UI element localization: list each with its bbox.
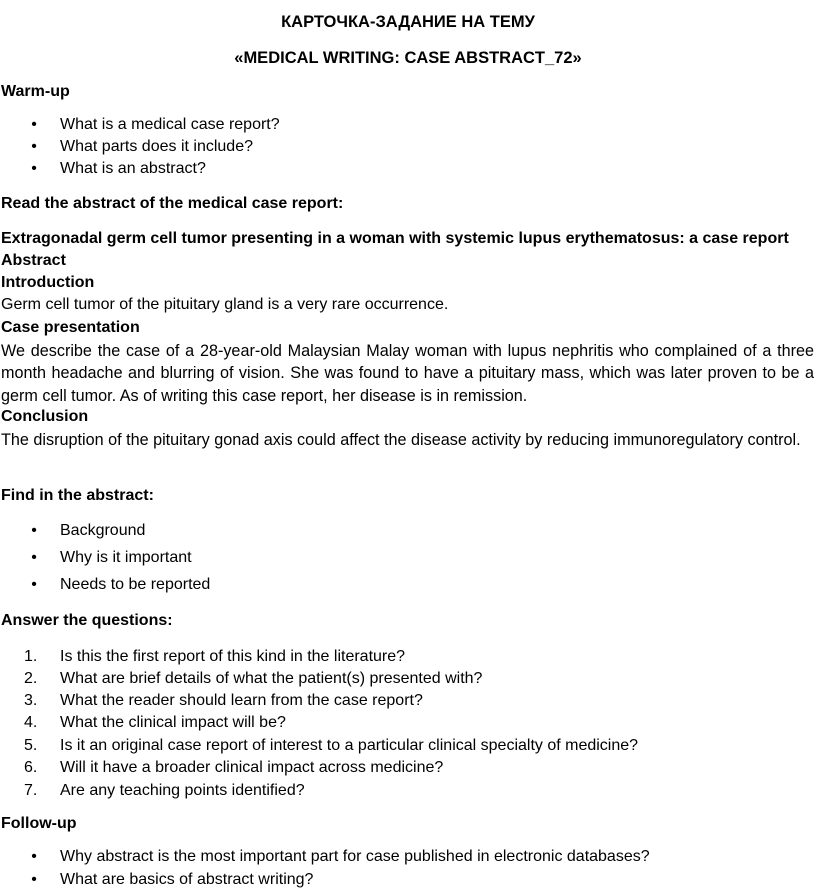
question-item: Will it have a broader clinical impact across medicine? <box>60 759 444 776</box>
bullet-marker: • <box>31 848 37 865</box>
find-heading: Find in the abstract: <box>1 487 154 504</box>
question-number: 7. <box>24 782 38 799</box>
conclusion-label: Conclusion <box>1 408 89 425</box>
questions-heading: Answer the questions: <box>1 612 173 629</box>
bullet-marker: • <box>31 522 37 539</box>
bullet-marker: • <box>31 116 37 133</box>
warmup-heading: Warm-up <box>1 83 70 100</box>
page-title-line-2: «MEDICAL WRITING: CASE ABSTRACT_72» <box>234 49 582 67</box>
question-item: Is this the first report of this kind in the literature? <box>60 648 406 665</box>
case-presentation-text: We describe the case of a 28-year-old Malaysian Malay woman with lupus nephritis who complained of a three month headache and blurring of vision. She was found to have a pituitary mass, which was later proven to be a germ cell tumor. As of writing this case report, her disease is in remission. <box>1 342 814 405</box>
question-item: What the clinical impact will be? <box>60 714 286 731</box>
bullet-marker: • <box>31 871 37 888</box>
find-item: Needs to be reported <box>60 576 211 593</box>
followup-heading: Follow-up <box>1 815 77 832</box>
bullet-marker: • <box>31 576 37 593</box>
bullet-marker: • <box>31 549 37 566</box>
warmup-item: What is a medical case report? <box>60 116 280 133</box>
introduction-label: Introduction <box>1 274 95 291</box>
introduction-text: Germ cell tumor of the pituitary gland is a very rare occurrence. <box>1 296 449 313</box>
question-item: Is it an original case report of interest to a particular clinical specialty of medicine? <box>60 737 639 754</box>
followup-item: What are basics of abstract writing? <box>60 871 314 888</box>
question-number: 4. <box>24 714 38 731</box>
page-title-line-1: КАРТОЧКА-ЗАДАНИЕ НА ТЕМУ <box>281 13 535 31</box>
abstract-label: Abstract <box>1 252 66 269</box>
followup-item: Why abstract is the most important part for case published in electronic databases? <box>60 848 650 865</box>
warmup-item: What parts does it include? <box>60 138 253 155</box>
bullet-marker: • <box>31 138 37 155</box>
bullet-marker: • <box>31 160 37 177</box>
question-item: What the reader should learn from the case report? <box>60 692 423 709</box>
case-presentation-label: Case presentation <box>1 319 140 336</box>
question-number: 2. <box>24 670 38 687</box>
question-item: Are any teaching points identified? <box>60 782 305 799</box>
article-title: Extragonadal germ cell tumor presenting in a woman with systemic lupus erythematosus: a case report <box>1 230 789 247</box>
question-number: 3. <box>24 692 38 709</box>
find-item: Why is it important <box>60 549 192 566</box>
question-number: 6. <box>24 759 38 776</box>
warmup-item: What is an abstract? <box>60 160 206 177</box>
question-number: 5. <box>24 737 38 754</box>
read-instruction: Read the abstract of the medical case report: <box>1 195 344 212</box>
question-number: 1. <box>24 648 38 665</box>
conclusion-text: The disruption of the pituitary gonad axis could affect the disease activity by reducing immunoregulatory control. <box>1 431 801 449</box>
find-item: Background <box>60 522 146 539</box>
question-item: What are brief details of what the patient(s) presented with? <box>60 670 483 687</box>
